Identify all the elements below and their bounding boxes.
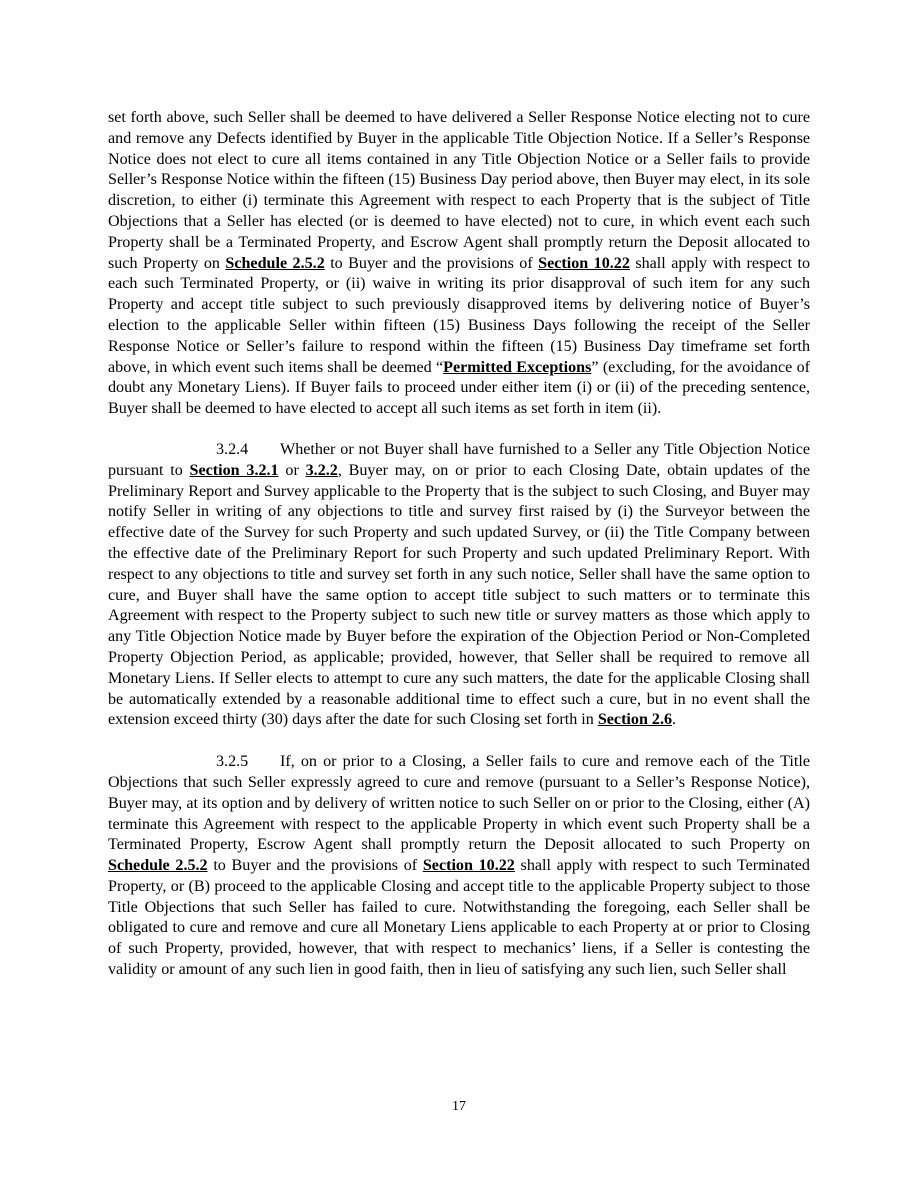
cross-reference: Schedule 2.5.2 bbox=[225, 254, 325, 272]
document-body bbox=[108, 108, 810, 1002]
section-number: 3.2.4 bbox=[216, 440, 249, 458]
cross-reference: 3.2.2 bbox=[305, 461, 338, 479]
cross-reference: Section 2.6 bbox=[597, 711, 673, 729]
section-number: 3.2.5 bbox=[216, 753, 249, 771]
text-run: shall apply with respect to each such Terminated Property, or (ii) waive in writing its prior disapproval of such item for any such Property and accept title subject to such previously disapproved items by delivering notice of Buyer’s election to the applicable Seller within fifteen (15) Business Days following the receipt of the Seller Response Notice or Seller’s failure to respond within the fifteen (15) Business Day timeframe set forth above, in which event such items shall be deemed “ bbox=[108, 254, 811, 376]
text-run: Whether or not Buyer shall have furnished to a Seller any Title Objection Notice pursuant to bbox=[108, 440, 810, 479]
text-run: to Buyer and the provisions of bbox=[324, 254, 539, 272]
text-run: , Buyer may, on or prior to each Closing Date, obtain updates of the Preliminary Report and Survey applicable to the Property that is the subject to such Closing, and Buyer may notify Seller in writing of any objections to title and survey first raised by (i) the Surveyor between the effective date of the Survey for such Property and such updated Survey, or (ii) the Title Company between the effective date of the Preliminary Report for such Property and such updated Preliminary Report. With respect to any objections to title and survey set forth in any such notice, Seller shall have the same option to cure, and Buyer shall have the same option to accept title subject to such matters or to terminate this Agreement with respect to the Property subject to such new title or survey matters as those which apply to any Title Objection Notice made by Buyer before the expiration of the Objection Period or Non-Completed Property Objection Period, as applicable; provided, however, that Seller shall be required to remove all Monetary Liens. If Seller elects to attempt to cure any such matters, the date for the applicable Closing shall be automatically extended by a reasonable additional time to effect such a cure, but in no event shall the extension exceed thirty (30) days after the date for such Closing set forth in bbox=[108, 461, 810, 729]
paragraph-3-2-5 bbox=[108, 752, 810, 981]
text-run: shall apply with respect to such Terminated Property, or (B) proceed to the applicable Closing and accept title to the applicable Property subject to those Title Objections that such Seller has failed to cure. Notwithstanding the foregoing, each Seller shall be obligated to cure and remove and cure all Monetary Liens applicable to each Property at or prior to Closing of such Property, provided, however, that with respect to mechanics’ liens, if a Seller is contesting the validity or amount of any such lien in good faith, then in lieu of satisfying any such lien, such Seller shall bbox=[108, 857, 810, 979]
cross-reference: Schedule 2.5.2 bbox=[108, 857, 208, 875]
cross-reference: Section 10.22 bbox=[538, 254, 630, 272]
page-number: 17 bbox=[452, 1099, 466, 1114]
cross-reference: Section 3.2.1 bbox=[189, 461, 279, 479]
text-run: If, on or prior to a Closing, a Seller fails to cure and remove each of the Title Objections that such Seller expressly agreed to cure and remove (pursuant to a Seller’s Response Notice), Buyer may, at its option and by delivery of written notice to such Seller on or prior to the Closing, either (A) terminate this Agreement with respect to the applicable Property in which event such Property shall be a Terminated Property, Escrow Agent shall promptly return the Deposit allocated to such Property on bbox=[108, 753, 810, 854]
text-run: ” (excluding, for the avoidance of doubt any Monetary Liens). If Buyer fails to proceed under either item (i) or (ii) of the preceding sentence, Buyer shall be deemed to have elected to accept all such items as set forth in item (ii). bbox=[108, 358, 810, 418]
cross-reference: Section 10.22 bbox=[422, 857, 515, 875]
text-run: . bbox=[672, 711, 677, 729]
cross-reference: Permitted Exceptions bbox=[443, 358, 592, 376]
paragraph-3-2-4 bbox=[108, 440, 810, 731]
text-run: or bbox=[278, 461, 306, 479]
paragraph-continuation bbox=[108, 108, 810, 420]
text-run: to Buyer and the provisions of bbox=[207, 857, 423, 875]
text-run: set forth above, such Seller shall be deemed to have delivered a Seller Response Notice electing not to cure and remove any Defects identified by Buyer in the applicable Title Objection Notice. If a Seller’s Response Notice does not elect to cure all items contained in any Title Objection Notice or a Seller fails to provide Seller’s Response Notice within the fifteen (15) Business Day period above, then Buyer may elect, in its sole discretion, to either (i) terminate this Agreement with respect to each Property that is the subject of Title Objections that a Seller has elected (or is deemed to have elected) not to cure, in which event each such Property shall be a Terminated Property, and Escrow Agent shall promptly return the Deposit allocated to such Property on bbox=[108, 109, 810, 272]
